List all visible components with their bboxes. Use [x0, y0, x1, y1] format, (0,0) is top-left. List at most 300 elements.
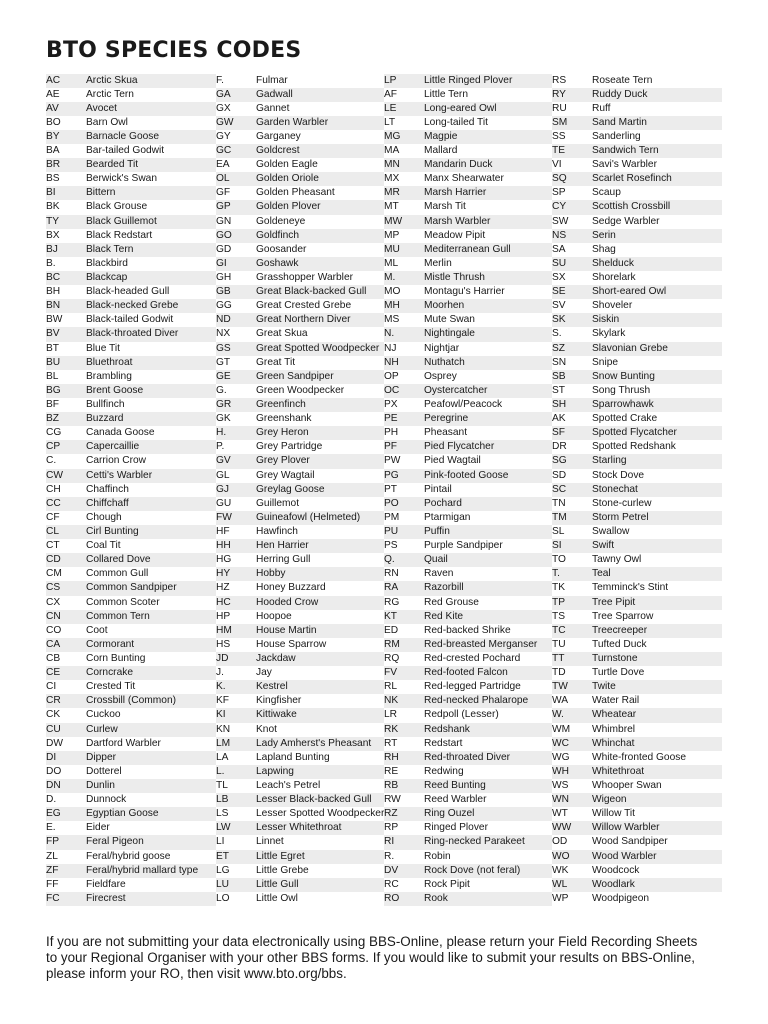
- species-code: NX: [216, 328, 231, 340]
- species-code: GS: [216, 342, 231, 354]
- species-code: WH: [552, 765, 569, 777]
- species-name: Whimbrel: [592, 723, 636, 735]
- species-entry: [216, 525, 384, 539]
- species-entry: [216, 610, 384, 624]
- species-name: Honey Buzzard: [256, 582, 326, 594]
- species-code: P.: [216, 441, 225, 453]
- species-name: Scottish Crossbill: [592, 201, 671, 213]
- species-entry: [384, 539, 552, 553]
- species-entry: [384, 723, 552, 737]
- species-name: Razorbill: [424, 582, 464, 594]
- species-name: Black-tailed Godwit: [86, 314, 174, 326]
- species-entry: [46, 384, 216, 398]
- species-code: CA: [46, 638, 61, 650]
- species-name: Goshawk: [256, 257, 299, 269]
- species-name: Purple Sandpiper: [424, 540, 503, 552]
- species-name: Carrion Crow: [86, 455, 147, 467]
- species-entry: [216, 257, 384, 271]
- species-entry: [384, 454, 552, 468]
- species-code: CC: [46, 497, 61, 509]
- species-code: MU: [384, 243, 400, 255]
- species-name: Nightjar: [424, 342, 460, 354]
- species-entry: [552, 807, 722, 821]
- species-name: Red Grouse: [424, 596, 479, 608]
- species-code: WT: [552, 808, 568, 820]
- species-code: BW: [46, 314, 63, 326]
- species-entry: [552, 426, 722, 440]
- species-code: AK: [552, 413, 566, 425]
- species-code: RI: [384, 836, 395, 848]
- species-entry: [216, 144, 384, 158]
- species-entry: [552, 821, 722, 835]
- species-entry: [552, 440, 722, 454]
- species-entry: [384, 666, 552, 680]
- species-code: GC: [216, 145, 232, 157]
- species-name: Firecrest: [86, 892, 126, 904]
- species-name: Dipper: [86, 751, 117, 763]
- species-entry: [552, 596, 722, 610]
- species-entry: [384, 88, 552, 102]
- species-name: Eider: [86, 822, 110, 834]
- species-entry: [216, 327, 384, 341]
- species-code: SF: [552, 427, 566, 439]
- species-name: Green Woodpecker: [256, 384, 345, 396]
- species-name: Bluethroat: [86, 356, 133, 368]
- species-entry: [216, 215, 384, 229]
- species-name: Hoopoe: [256, 610, 292, 622]
- species-code: RU: [552, 102, 567, 114]
- species-entry: [552, 412, 722, 426]
- species-name: Swift: [592, 540, 615, 552]
- species-name: Spotted Flycatcher: [592, 427, 677, 439]
- species-name: Ruff: [592, 102, 611, 114]
- species-entry: [552, 257, 722, 271]
- species-entry: [216, 172, 384, 186]
- species-code: SH: [552, 399, 567, 411]
- species-name: Short-eared Owl: [592, 286, 667, 298]
- species-name: Little Egret: [256, 850, 305, 862]
- species-name: Corncrake: [86, 667, 133, 679]
- species-code: CY: [552, 201, 567, 213]
- species-entry: [46, 793, 216, 807]
- species-name: Mandarin Duck: [424, 159, 493, 171]
- species-name: Goldfinch: [256, 229, 300, 241]
- species-name: Black-necked Grebe: [86, 300, 179, 312]
- species-name: Fieldfare: [86, 878, 126, 890]
- species-code: ZL: [46, 850, 58, 862]
- species-code: HZ: [216, 582, 230, 594]
- species-code: RZ: [384, 808, 398, 820]
- species-entry: [384, 708, 552, 722]
- species-code: RT: [384, 737, 398, 749]
- species-code: NH: [384, 356, 399, 368]
- species-name: Common Sandpiper: [86, 582, 177, 594]
- species-name: Slavonian Grebe: [592, 342, 668, 354]
- species-code: SA: [552, 243, 566, 255]
- species-code: BZ: [46, 413, 60, 425]
- species-name: Tree Pipit: [592, 596, 636, 608]
- species-entry: [216, 596, 384, 610]
- species-name: Nightingale: [424, 328, 475, 340]
- species-name: Great Northern Diver: [256, 314, 351, 326]
- species-code: GV: [216, 455, 231, 467]
- species-code: GY: [216, 130, 231, 142]
- species-name: Whooper Swan: [592, 779, 662, 791]
- species-code: RP: [384, 822, 399, 834]
- species-entry: [384, 384, 552, 398]
- species-code: CH: [46, 483, 61, 495]
- species-entry: [46, 186, 216, 200]
- species-name: Shorelark: [592, 272, 636, 284]
- species-entry: [216, 200, 384, 214]
- species-entry: [46, 327, 216, 341]
- species-name: Black-throated Diver: [86, 328, 179, 340]
- species-code: TC: [552, 624, 566, 636]
- species-name: Tree Sparrow: [592, 610, 654, 622]
- species-code: WC: [552, 737, 569, 749]
- species-entry: [46, 779, 216, 793]
- species-entry: [384, 243, 552, 257]
- species-name: Twite: [592, 681, 616, 693]
- species-entry: [46, 356, 216, 370]
- species-name: Great Crested Grebe: [256, 300, 352, 312]
- species-name: Grey Heron: [256, 427, 309, 439]
- species-code: LS: [216, 808, 229, 820]
- species-entry: [384, 200, 552, 214]
- species-code: SV: [552, 300, 566, 312]
- species-entry: [46, 708, 216, 722]
- species-code: OD: [552, 836, 568, 848]
- species-code: CP: [46, 441, 61, 453]
- species-name: Red Kite: [424, 610, 464, 622]
- species-code: CS: [46, 582, 61, 594]
- species-name: Red-legged Partridge: [424, 681, 521, 693]
- species-entry: [216, 102, 384, 116]
- species-name: Great Tit: [256, 356, 296, 368]
- species-name: House Martin: [256, 624, 317, 636]
- species-name: Pied Flycatcher: [424, 441, 495, 453]
- species-entry: [46, 342, 216, 356]
- species-entry: [46, 116, 216, 130]
- species-name: Siskin: [592, 314, 620, 326]
- species-entry: [384, 483, 552, 497]
- species-code: MA: [384, 145, 400, 157]
- species-entry: [216, 370, 384, 384]
- species-name: Redshank: [424, 723, 470, 735]
- species-code: PF: [384, 441, 398, 453]
- species-name: Grasshopper Warbler: [256, 272, 354, 284]
- species-name: Cetti's Warbler: [86, 469, 153, 481]
- species-entry: [216, 652, 384, 666]
- species-entry: [46, 864, 216, 878]
- species-code: LB: [216, 794, 229, 806]
- species-entry: [216, 299, 384, 313]
- species-code: ND: [216, 314, 231, 326]
- species-code: SI: [552, 540, 562, 552]
- species-entry: [552, 525, 722, 539]
- species-name: Brent Goose: [86, 384, 144, 396]
- species-name: Water Rail: [592, 695, 640, 707]
- species-entry: [552, 850, 722, 864]
- species-code: OC: [384, 384, 400, 396]
- species-code: SK: [552, 314, 566, 326]
- species-code: HM: [216, 624, 232, 636]
- species-entry: [216, 271, 384, 285]
- species-entry: [46, 807, 216, 821]
- species-entry: [46, 130, 216, 144]
- species-entry: [552, 610, 722, 624]
- species-entry: [46, 469, 216, 483]
- species-name: Serin: [592, 229, 616, 241]
- species-name: Pheasant: [424, 427, 468, 439]
- species-entry: [552, 779, 722, 793]
- species-name: Cuckoo: [86, 709, 121, 721]
- species-code: GK: [216, 413, 231, 425]
- species-entry: [552, 158, 722, 172]
- species-entry: [46, 892, 216, 906]
- species-name: Barnacle Goose: [86, 130, 160, 142]
- species-name: Little Tern: [424, 88, 468, 100]
- species-entry: [46, 694, 216, 708]
- species-entry: [46, 666, 216, 680]
- species-name: Bittern: [86, 187, 116, 199]
- species-entry: [46, 539, 216, 553]
- species-name: Common Tern: [86, 610, 150, 622]
- species-name: Goldcrest: [256, 145, 300, 157]
- species-name: Arctic Skua: [86, 74, 138, 86]
- species-name: Goosander: [256, 243, 307, 255]
- species-name: Song Thrush: [592, 384, 651, 396]
- species-entry: [552, 384, 722, 398]
- species-name: Grey Wagtail: [256, 469, 315, 481]
- species-entry: [46, 229, 216, 243]
- species-entry: [384, 850, 552, 864]
- species-entry: [552, 186, 722, 200]
- species-code: DI: [46, 751, 57, 763]
- species-code: BI: [46, 187, 56, 199]
- species-code: LR: [384, 709, 398, 721]
- species-code: RC: [384, 878, 399, 890]
- species-entry: [552, 553, 722, 567]
- species-code: MN: [384, 159, 400, 171]
- species-code: CR: [46, 695, 61, 707]
- species-name: Blue Tit: [86, 342, 120, 354]
- species-entry: [384, 821, 552, 835]
- species-entry: [384, 257, 552, 271]
- species-entry: [46, 412, 216, 426]
- species-code: TO: [552, 554, 566, 566]
- species-code: WK: [552, 864, 569, 876]
- species-name: Red-throated Diver: [424, 751, 511, 763]
- species-name: Black Grouse: [86, 201, 148, 213]
- species-code: TK: [552, 582, 566, 594]
- species-code: CM: [46, 568, 62, 580]
- species-entry: [46, 172, 216, 186]
- species-name: Garganey: [256, 130, 301, 142]
- species-entry: [384, 751, 552, 765]
- species-code: FC: [46, 892, 60, 904]
- species-name: Turnstone: [592, 652, 638, 664]
- species-name: Savi's Warbler: [592, 159, 657, 171]
- species-entry: [552, 229, 722, 243]
- species-name: Woodpigeon: [592, 892, 650, 904]
- species-name: Coot: [86, 624, 108, 636]
- species-entry: [216, 864, 384, 878]
- species-code: PU: [384, 526, 399, 537]
- species-entry: [216, 708, 384, 722]
- species-code: RE: [384, 765, 399, 777]
- species-code: CO: [46, 624, 62, 636]
- species-entry: [552, 483, 722, 497]
- species-entry: [216, 285, 384, 299]
- species-entry: [216, 412, 384, 426]
- species-name: Montagu's Harrier: [424, 286, 505, 298]
- species-entry: [552, 313, 722, 327]
- species-code-table: [46, 74, 722, 906]
- species-code: CK: [46, 709, 61, 721]
- species-entry: [216, 892, 384, 906]
- footer-note: If you are not submitting your data electronically using BBS-Online, please return your Field Recording Sheets to your Regional Organiser with your other BBS forms. If you would like to submit your results on BBS-Online, please inform your RO, then visit www.bto.org/bbs.: [46, 934, 698, 982]
- species-name: Green Sandpiper: [256, 370, 334, 382]
- species-entry: [552, 751, 722, 765]
- species-code: BT: [46, 342, 60, 354]
- species-code: DW: [46, 737, 63, 749]
- species-name: Quail: [424, 554, 448, 566]
- species-code: SW: [552, 215, 569, 227]
- species-name: Sparrowhawk: [592, 399, 654, 411]
- species-code: BR: [46, 159, 61, 171]
- species-code: TT: [552, 652, 565, 664]
- species-entry: [384, 638, 552, 652]
- species-name: Pintail: [424, 483, 452, 495]
- species-name: Peafowl/Peacock: [424, 399, 503, 411]
- species-entry: [46, 596, 216, 610]
- species-code: GG: [216, 300, 232, 312]
- species-entry: [552, 243, 722, 257]
- species-name: Nuthatch: [424, 356, 465, 368]
- species-code: TL: [216, 779, 228, 791]
- species-name: Lapwing: [256, 765, 294, 777]
- species-name: Golden Plover: [256, 201, 321, 213]
- species-entry: [216, 158, 384, 172]
- species-code: DV: [384, 864, 399, 876]
- species-code: AC: [46, 74, 61, 86]
- species-entry: [216, 483, 384, 497]
- species-name: Teal: [592, 568, 611, 580]
- species-name: Moorhen: [424, 300, 465, 312]
- species-name: Kestrel: [256, 681, 288, 693]
- species-code: WN: [552, 794, 569, 806]
- species-entry: [384, 186, 552, 200]
- species-code: OP: [384, 370, 399, 382]
- species-code: KT: [384, 610, 398, 622]
- species-name: Ring Ouzel: [424, 808, 475, 820]
- species-name: Woodlark: [592, 878, 635, 890]
- species-name: Red-backed Shrike: [424, 624, 511, 636]
- species-code: BX: [46, 229, 60, 241]
- species-name: Woodcock: [592, 864, 640, 876]
- species-code: R.: [384, 850, 395, 862]
- species-code: WM: [552, 723, 571, 735]
- species-code: JD: [216, 652, 229, 664]
- species-entry: [552, 511, 722, 525]
- species-name: Mute Swan: [424, 314, 475, 326]
- species-name: Jackdaw: [256, 652, 296, 664]
- species-code: MG: [384, 130, 401, 142]
- species-code: ML: [384, 257, 399, 269]
- species-code: BL: [46, 370, 59, 382]
- species-entry: [384, 144, 552, 158]
- species-entry: [46, 440, 216, 454]
- species-code: CL: [46, 526, 60, 537]
- species-code: CF: [46, 511, 60, 523]
- species-code: RY: [552, 88, 566, 100]
- species-code: Q.: [384, 554, 395, 566]
- species-name: Ruddy Duck: [592, 88, 648, 100]
- species-name: Tawny Owl: [592, 554, 642, 566]
- species-entry: [552, 215, 722, 229]
- species-name: Oystercatcher: [424, 384, 488, 396]
- species-entry: [384, 440, 552, 454]
- species-entry: [552, 793, 722, 807]
- species-name: Snow Bunting: [592, 370, 655, 382]
- species-entry: [216, 694, 384, 708]
- species-code: RO: [384, 892, 400, 904]
- species-name: Grey Partridge: [256, 441, 323, 453]
- species-code: E.: [46, 822, 56, 834]
- species-code: LO: [216, 892, 230, 904]
- species-entry: [216, 737, 384, 751]
- species-entry: [384, 102, 552, 116]
- species-name: Berwick's Swan: [86, 173, 158, 185]
- species-code: HC: [216, 596, 231, 608]
- species-entry: [384, 229, 552, 243]
- species-name: Osprey: [424, 370, 457, 382]
- species-name: Rook: [424, 892, 448, 904]
- species-entry: [384, 511, 552, 525]
- species-entry: [216, 765, 384, 779]
- species-name: Wigeon: [592, 794, 627, 806]
- species-entry: [216, 878, 384, 892]
- species-code: WP: [552, 892, 569, 904]
- species-code: DO: [46, 765, 62, 777]
- species-code: CW: [46, 469, 63, 481]
- species-name: Red-footed Falcon: [424, 667, 508, 679]
- species-code: CX: [46, 596, 61, 608]
- species-code: BS: [46, 173, 60, 185]
- species-entry: [216, 243, 384, 257]
- species-code: HH: [216, 540, 231, 552]
- species-name: Roseate Tern: [592, 74, 653, 86]
- species-name: Buzzard: [86, 413, 124, 425]
- species-entry: [552, 285, 722, 299]
- species-code: MP: [384, 229, 400, 241]
- species-entry: [384, 779, 552, 793]
- species-entry: [384, 469, 552, 483]
- species-entry: [384, 130, 552, 144]
- species-name: Manx Shearwater: [424, 173, 504, 185]
- species-code: AF: [384, 88, 398, 100]
- species-entry: [552, 694, 722, 708]
- species-name: Black Redstart: [86, 229, 153, 241]
- species-entry: [552, 271, 722, 285]
- species-entry: [384, 680, 552, 694]
- species-code: SS: [552, 130, 566, 142]
- species-code: PX: [384, 399, 398, 411]
- species-name: Crested Tit: [86, 681, 136, 693]
- species-code: VI: [552, 159, 562, 171]
- species-entry: [552, 497, 722, 511]
